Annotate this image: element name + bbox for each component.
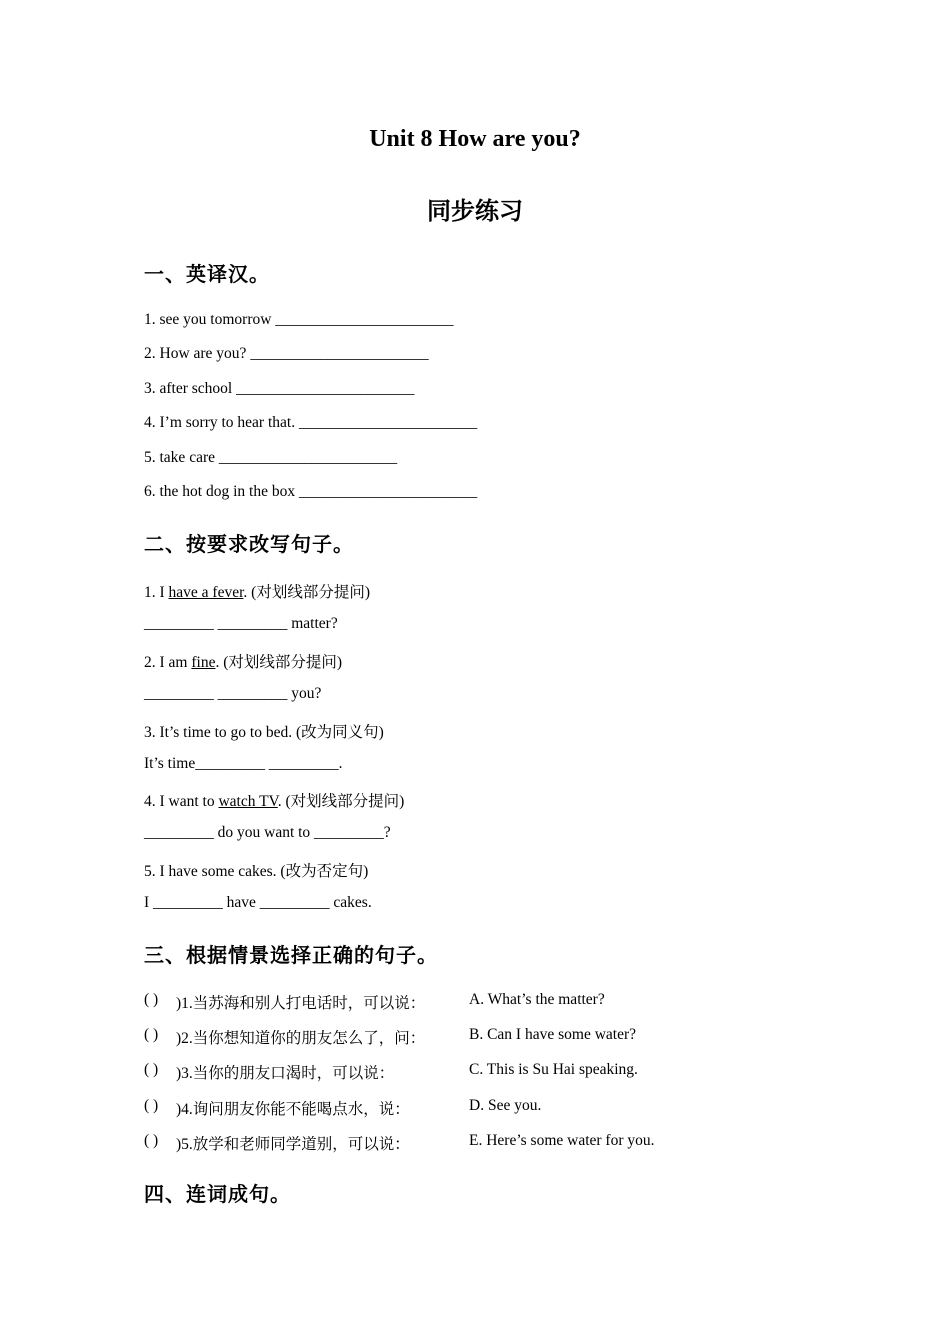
situation-question: )3.当你的朋友口渴时，可以说： — [176, 1065, 395, 1082]
section1-item: 5. take care _______________________ — [144, 449, 398, 466]
answer-option: D. See you. — [469, 1097, 542, 1114]
answer-paren: ( ) — [144, 991, 159, 1008]
page-subtitle: 同步练习 — [427, 197, 523, 225]
section2-question-1 — [144, 580, 370, 602]
question-text: 4. I want to — [144, 793, 219, 810]
section2-question-5: 5. I have some cakes. (改为否定句) — [144, 863, 369, 880]
situation-question: )5.放学和老师同学道别，可以说： — [176, 1136, 410, 1153]
section1-item: 6. the hot dog in the box _______________________ — [144, 483, 478, 500]
section1-item: 2. How are you? _______________________ — [144, 345, 429, 362]
section2-answer-5: I _________ have _________ cakes. — [144, 894, 372, 911]
section1-item: 4. I’m sorry to hear that. _______________________ — [144, 414, 478, 431]
answer-option: C. This is Su Hai speaking. — [469, 1061, 638, 1078]
question-text: . (对划线部分提问) — [215, 654, 343, 671]
answer-option: E. Here’s some water for you. — [469, 1132, 655, 1149]
question-text: . (对划线部分提问) — [277, 793, 405, 810]
section1-item: 3. after school _______________________ — [144, 380, 415, 397]
section2-answer-2: _________ _________ you? — [144, 685, 322, 702]
question-text: 2. I am — [144, 654, 192, 671]
situation-question: )1.当苏海和别人打电话时，可以说： — [176, 995, 426, 1012]
answer-option: B. Can I have some water? — [469, 1026, 636, 1043]
underlined-phrase: watch TV — [218, 793, 278, 810]
answer-paren: ( ) — [144, 1132, 159, 1149]
section2-question-2 — [144, 650, 342, 672]
answer-paren: ( ) — [144, 1026, 159, 1043]
section4-heading: 四、连词成句。 — [144, 1182, 291, 1206]
section1-item: 1. see you tomorrow _______________________ — [144, 311, 454, 328]
section2-heading: 二、按要求改写句子。 — [144, 532, 354, 556]
section2-answer-3: It’s time_________ _________. — [144, 755, 343, 772]
answer-paren: ( ) — [144, 1097, 159, 1114]
underlined-phrase: fine — [191, 654, 216, 671]
page-title: Unit 8 How are you? — [369, 126, 581, 152]
question-text: . (对划线部分提问) — [243, 584, 370, 601]
underlined-phrase: have a fever — [168, 584, 244, 601]
section3-heading: 三、根据情景选择正确的句子。 — [144, 943, 438, 967]
section2-answer-1: _________ _________ matter? — [144, 615, 338, 632]
section2-answer-4: _________ do you want to _________? — [144, 824, 391, 841]
situation-question: )4.询问朋友你能不能喝点水，说： — [176, 1101, 410, 1118]
section2-question-3: 3. It’s time to go to bed. (改为同义句) — [144, 724, 384, 741]
section2-question-4 — [144, 789, 404, 811]
section1-heading: 一、英译汉。 — [144, 262, 270, 286]
answer-paren: ( ) — [144, 1061, 159, 1078]
answer-option: A. What’s the matter? — [469, 991, 605, 1008]
question-text: 1. I — [144, 584, 169, 601]
situation-question: )2.当你想知道你的朋友怎么了，问： — [176, 1030, 426, 1047]
